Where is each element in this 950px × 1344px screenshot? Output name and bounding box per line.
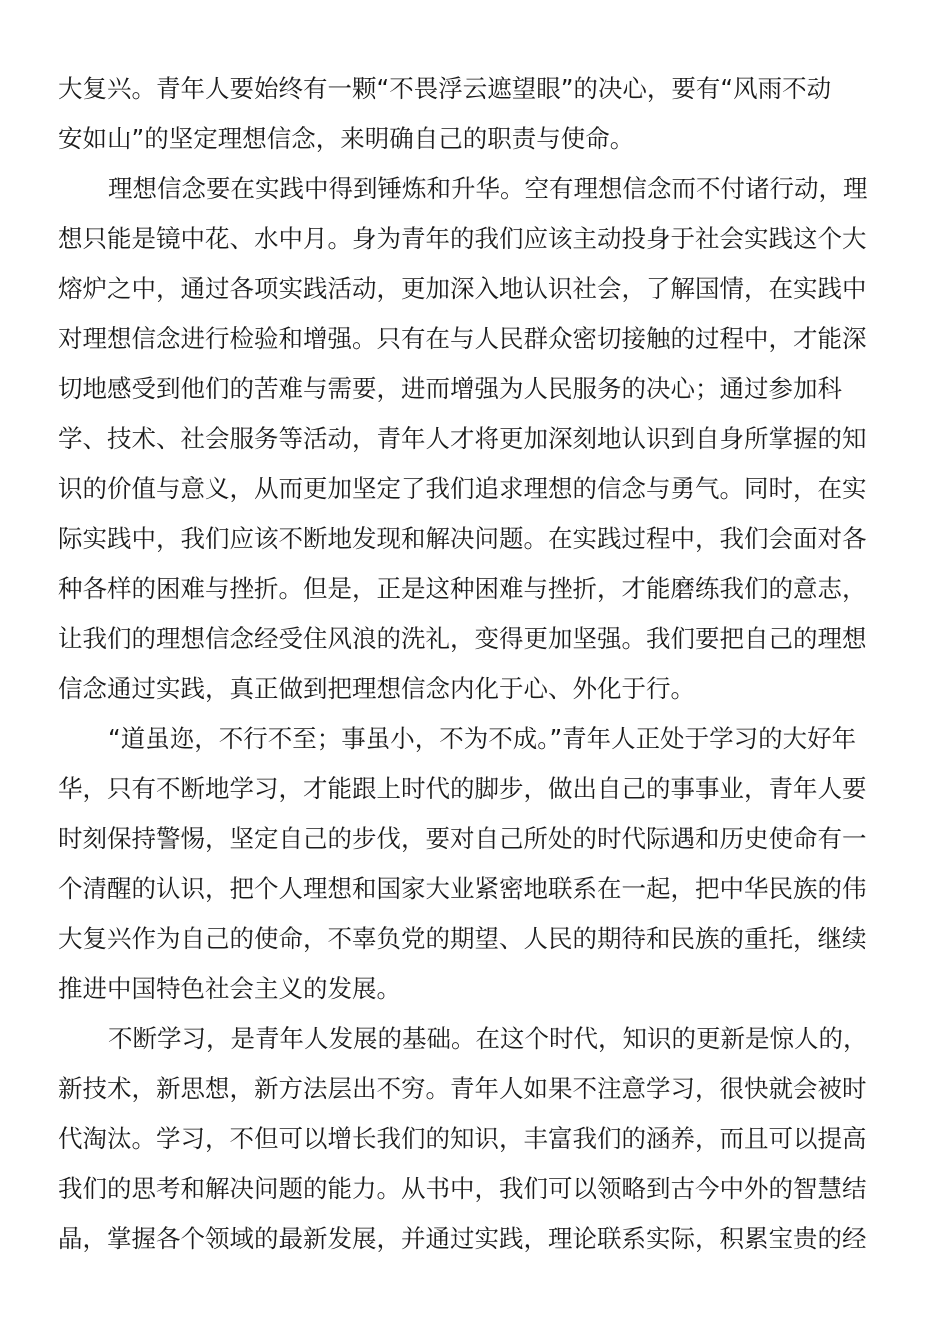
document-body	[58, 64, 888, 1264]
text-line: 我们的思考和解决问题的能力。从书中，我们可以领略到古今中外的智慧结	[58, 1174, 867, 1203]
text-line: 让我们的理想信念经受住风浪的洗礼，变得更加坚强。我们要把自己的理想	[58, 624, 867, 653]
text-line: 学、技术、社会服务等活动，青年人才将更加深刻地认识到自身所掌握的知	[58, 424, 867, 453]
text-line: 大复兴作为自己的使命，不辜负党的期望、人民的期待和民族的重托，继续	[58, 924, 867, 953]
text-line: 时刻保持警惕，坚定自己的步伐，要对自己所处的时代际遇和历史使命有一	[58, 824, 867, 853]
text-line: 新技术，新思想，新方法层出不穷。青年人如果不注意学习，很快就会被时	[58, 1074, 867, 1103]
text-line: 对理想信念进行检验和增强。只有在与人民群众密切接触的过程中，才能深	[58, 324, 867, 353]
text-line: 识的价值与意义，从而更加坚定了我们追求理想的信念与勇气。同时，在实	[58, 474, 867, 503]
text-line: 代淘汰。学习，不但可以增长我们的知识，丰富我们的涵养，而且可以提高	[58, 1124, 867, 1153]
paragraph-start-line: “道虽迩，不行不至；事虽小，不为不成。”青年人正处于学习的大好年	[108, 724, 857, 753]
paragraph-start-line: 不断学习，是青年人发展的基础。在这个时代，知识的更新是惊人的，	[108, 1024, 868, 1053]
text-line: 华，只有不断地学习，才能跟上时代的脚步，做出自己的事事业，青年人要	[58, 774, 867, 803]
text-line: 大复兴。青年人要始终有一颗“不畏浮云遮望眼”的决心，要有“风雨不动	[58, 74, 832, 103]
text-line: 晶，掌握各个领域的最新发展，并通过实践，理论联系实际，积累宝贵的经	[58, 1224, 867, 1253]
paragraph-start-line: 理想信念要在实践中得到锤炼和升华。空有理想信念而不付诸行动，理	[108, 174, 868, 203]
text-line: 信念通过实践，真正做到把理想信念内化于心、外化于行。	[58, 674, 695, 703]
text-line: 际实践中，我们应该不断地发现和解决问题。在实践过程中，我们会面对各	[58, 524, 867, 553]
text-line: 个清醒的认识，把个人理想和国家大业紧密地联系在一起，把中华民族的伟	[58, 874, 867, 903]
text-line: 安如山”的坚定理想信念，来明确自己的职责与使命。	[58, 124, 635, 153]
text-line: 推进中国特色社会主义的发展。	[58, 974, 401, 1003]
text-line: 切地感受到他们的苦难与需要，进而增强为人民服务的决心；通过参加科	[58, 374, 842, 403]
text-line: 种各样的困难与挫折。但是，正是这种困难与挫折，才能磨练我们的意志，	[58, 574, 867, 603]
text-line: 想只能是镜中花、水中月。身为青年的我们应该主动投身于社会实践这个大	[58, 224, 867, 253]
text-line: 熔炉之中，通过各项实践活动，更加深入地认识社会，了解国情，在实践中	[58, 274, 867, 303]
